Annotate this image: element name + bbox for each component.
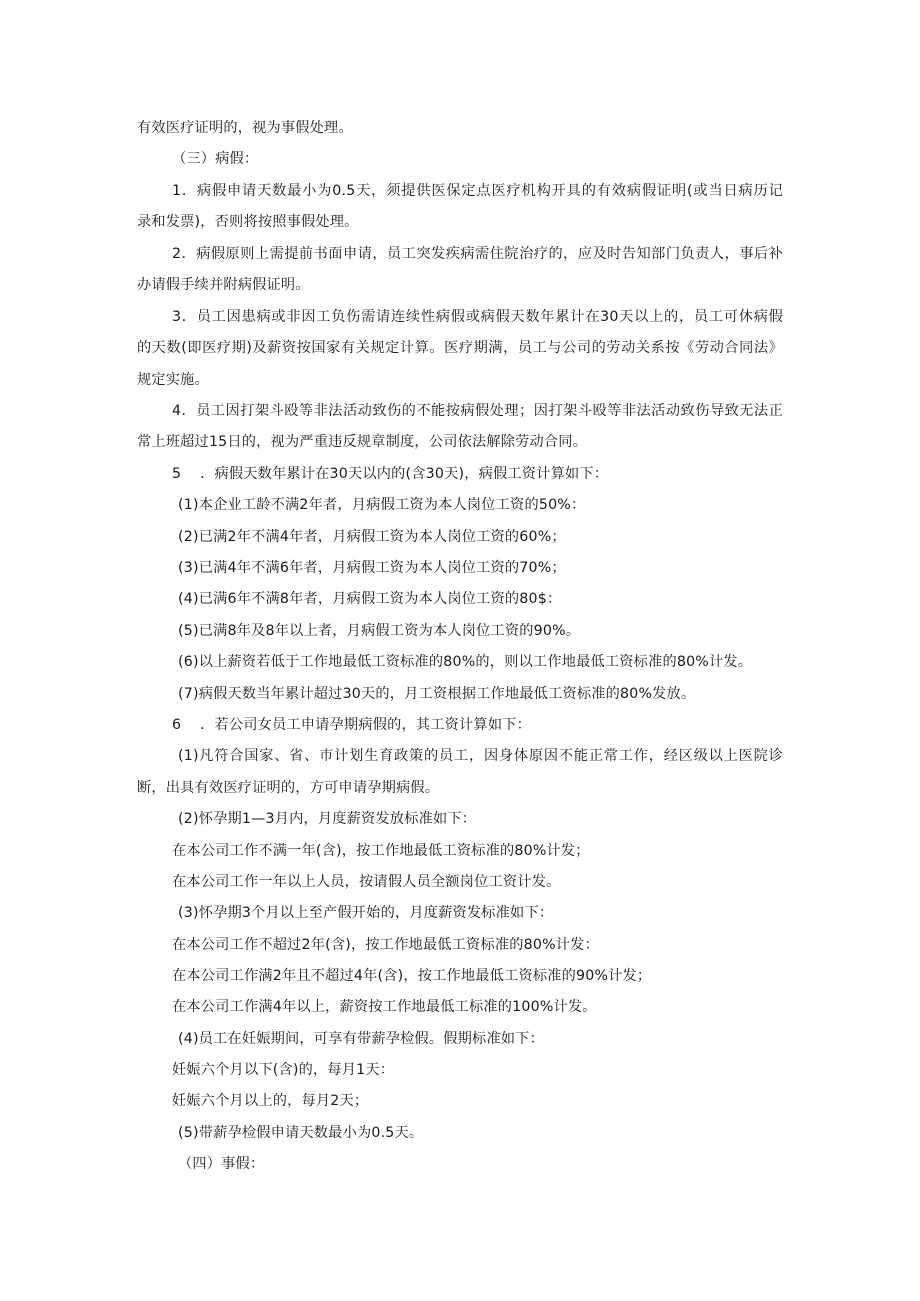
list-item: (5)已满8年及8年以上者，月病假工资为本人岗位工资的90%。 bbox=[178, 623, 581, 639]
text-line: 6 ．若公司女员工申请孕期病假的，其工资计算如下： bbox=[172, 717, 531, 733]
list-item: (2)怀孕期1—3月内，月度薪资发放标准如下： bbox=[178, 811, 477, 827]
text-line: 常上班超过15日的，视为严重违反规章制度，公司依法解除劳动合同。 bbox=[137, 434, 588, 450]
text-line: 在本公司工作满4年以上，薪资按工作地最低工标准的100%计发。 bbox=[172, 999, 597, 1015]
text-line: 有效医疗证明的，视为事假处理。 bbox=[137, 120, 353, 136]
text-line: 的天数(即医疗期)及薪资按国家有关规定计算。医疗期满，员工与公司的劳动关系按《劳动合同法》 bbox=[137, 340, 783, 356]
text-line: 在本公司工作不满一年(含)，按工作地最低工资标准的80%计发； bbox=[172, 843, 590, 859]
list-item: (3)怀孕期3个月以上至产假开始的，月度薪资发标准如下： bbox=[178, 905, 554, 921]
list-item: (6)以上薪资若低于工作地最低工资标准的80%的，则以工作地最低工资标准的80%计发。 bbox=[178, 654, 753, 670]
text-line: 2．病假原则上需提前书面申请，员工突发疾病需住院治疗的，应及时告知部门负责人，事后补 bbox=[172, 246, 783, 262]
text-line: 办请假手续并附病假证明。 bbox=[137, 277, 310, 293]
list-item: (3)已满4年不满6年者，月病假工资为本人岗位工资的70%； bbox=[178, 560, 566, 576]
text-line: 规定实施。 bbox=[137, 372, 209, 388]
list-item: (7)病假天数当年累计超过30天的，月工资根据工作地最低工资标准的80%发放。 bbox=[178, 686, 696, 702]
list-item: (5)带薪孕检假申请天数最小为0.5天。 bbox=[178, 1125, 424, 1141]
text-line: 5 ．病假天数年累计在30天以内的(含30天)，病假工资计算如下： bbox=[172, 466, 609, 482]
text-line: 1．病假申请天数最小为0.5天，须提供医保定点医疗机构开具的有效病假证明(或当日病历记 bbox=[172, 183, 783, 199]
text-line: 4．员工因打架斗殴等非法活动致伤的不能按病假处理；因打架斗殴等非法活动致伤导致无法正 bbox=[172, 403, 783, 419]
list-item: (1)凡符合国家、省、市计划生育政策的员工，因身体原因不能正常工作，经区级以上医院诊 bbox=[178, 748, 783, 764]
section-heading-sick-leave: （三）病假： bbox=[172, 151, 259, 167]
text-line: 在本公司工作满2年且不超过4年(含)，按工作地最低工资标准的90%计发； bbox=[172, 968, 652, 984]
text-line: 在本公司工作一年以上人员，按请假人员全额岗位工资计发。 bbox=[172, 874, 561, 890]
list-item: (4)员工在妊娠期间，可享有带薪孕检假。假期标准如下： bbox=[178, 1031, 544, 1047]
text-line: 妊娠六个月以上的，每月2天； bbox=[172, 1093, 369, 1109]
text-line: 录和发票)，否则将按照事假处理。 bbox=[137, 214, 359, 230]
list-item: (4)已满6年不满8年者，月病假工资为本人岗位工资的80$： bbox=[178, 591, 562, 607]
text-line: 3．员工因患病或非因工负伤需请连续性病假或病假天数年累计在30天以上的，员工可休病假 bbox=[172, 309, 783, 325]
section-heading-personal-leave: （四）事假： bbox=[178, 1156, 265, 1172]
list-item: (1)本企业工龄不满2年者，月病假工资为本人岗位工资的50%： bbox=[178, 497, 586, 513]
text-line: 断，出具有效医疗证明的，方可申请孕期病假。 bbox=[137, 780, 440, 796]
list-item: (2)已满2年不满4年者，月病假工资为本人岗位工资的60%； bbox=[178, 529, 566, 545]
text-line: 在本公司工作不超过2年(含)，按工作地最低工资标准的80%计发： bbox=[172, 937, 599, 953]
text-line: 妊娠六个月以下(含)的，每月1天： bbox=[172, 1062, 395, 1078]
